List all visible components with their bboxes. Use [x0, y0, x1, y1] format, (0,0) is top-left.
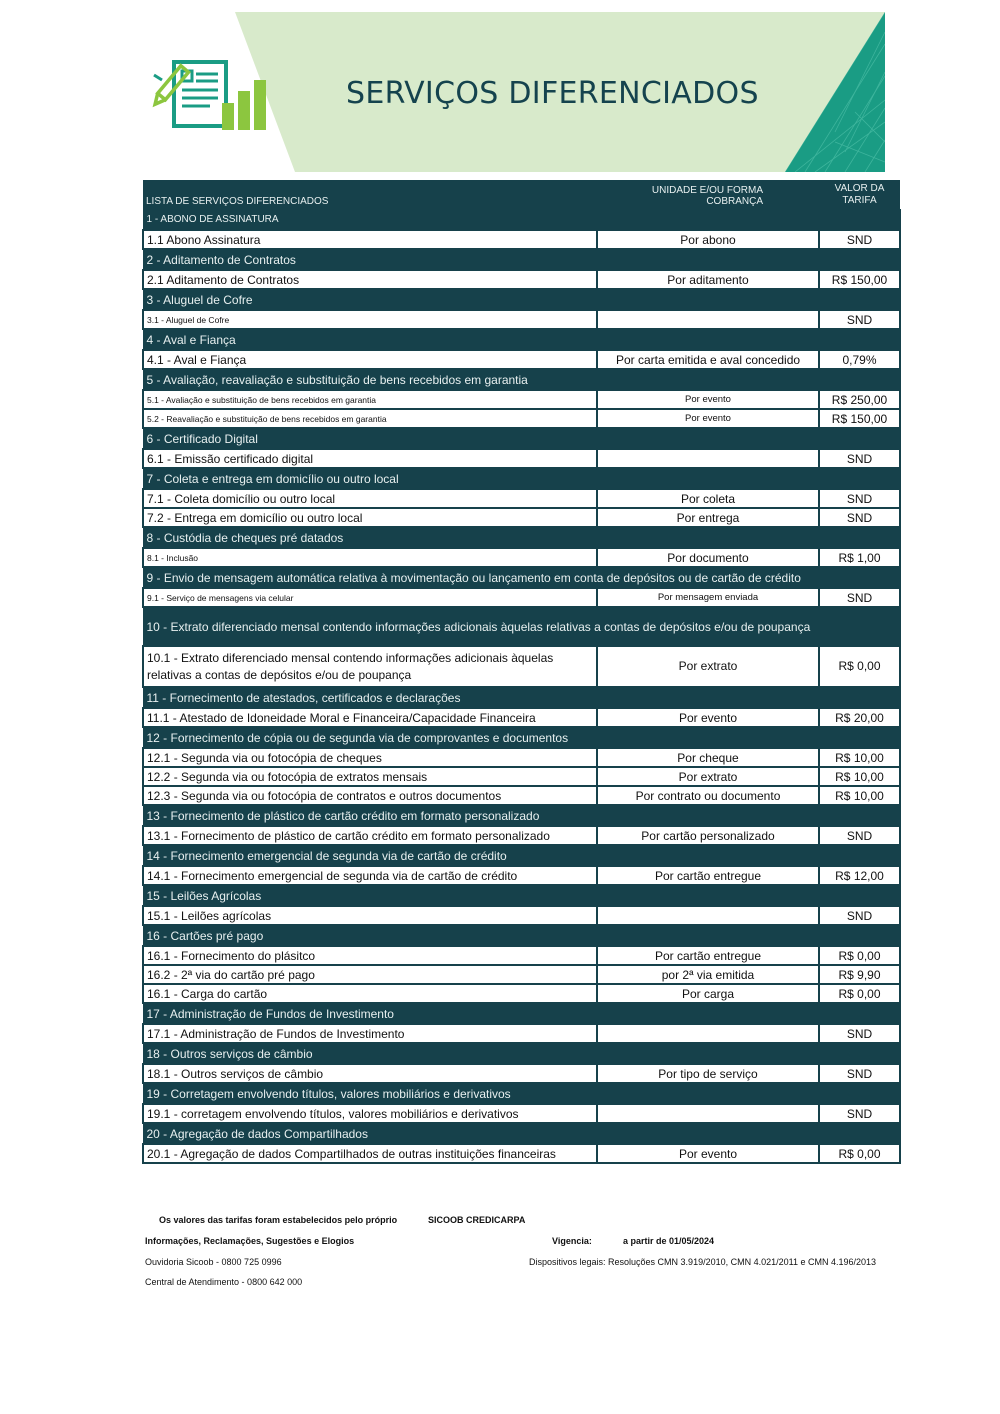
service-row — [143, 350, 900, 369]
page-title: SERVIÇOS DIFERENCIADOS — [346, 76, 759, 111]
section-label: 7 - Coleta e entrega em domicílio ou outro local — [143, 468, 900, 489]
service-unit: Por cartão entregue — [597, 866, 819, 885]
service-label: 11.1 - Atestado de Idoneidade Moral e Financeira/Capacidade Financeira — [143, 708, 597, 727]
service-row — [143, 906, 900, 925]
service-label: 3.1 - Aluguel de Cofre — [143, 310, 597, 329]
service-value: R$ 10,00 — [819, 748, 900, 767]
service-row — [143, 409, 900, 428]
section-row — [143, 527, 900, 548]
service-label: 20.1 - Agregação de dados Compartilhados de outras instituições financeiras — [143, 1144, 597, 1163]
section-row — [143, 567, 900, 588]
service-label: 1.1 Abono Assinatura — [143, 230, 597, 249]
service-value: R$ 10,00 — [819, 786, 900, 805]
service-row — [143, 1104, 900, 1123]
service-value: SND — [819, 826, 900, 845]
service-unit: Por entrega — [597, 508, 819, 527]
service-unit — [597, 906, 819, 925]
section-label: 18 - Outros serviços de câmbio — [143, 1043, 900, 1064]
service-value: SND — [819, 1024, 900, 1043]
service-value: R$ 0,00 — [819, 646, 900, 687]
section-label: 1 - ABONO DE ASSINATURA — [143, 210, 900, 231]
service-label: 10.1 - Extrato diferenciado mensal contendo informações adicionais àquelas relativas a contas de depósitos e/ou de poupança — [143, 646, 597, 687]
section-row — [143, 249, 900, 270]
section-label: 17 - Administração de Fundos de Investimento — [143, 1003, 900, 1024]
section-row — [143, 428, 900, 449]
section-label: 4 - Aval e Fiança — [143, 329, 900, 350]
service-row — [143, 230, 900, 249]
service-value: R$ 1,00 — [819, 548, 900, 567]
footer-info-title: Informações, Reclamações, Sugestões e Elogios — [145, 1236, 355, 1246]
header-value-line1: VALOR DA — [834, 183, 885, 194]
service-row — [143, 1144, 900, 1163]
service-label: 5.1 - Avaliação e substituição de bens recebidos em garantia — [143, 390, 597, 409]
service-value: R$ 250,00 — [819, 390, 900, 409]
section-row — [143, 1123, 900, 1144]
service-value: SND — [819, 449, 900, 468]
section-label: 3 - Aluguel de Cofre — [143, 289, 900, 310]
footer-ouvidoria: Ouvidoria Sicoob - 0800 725 0996 — [145, 1257, 282, 1267]
section-label: 6 - Certificado Digital — [143, 428, 900, 449]
section-label: 9 - Envio de mensagem automática relativa à movimentação ou lançamento em conta de depósitos ou de cartão de crédito — [143, 567, 900, 588]
service-unit: Por coleta — [597, 489, 819, 508]
section-row — [143, 1083, 900, 1104]
section-label: 10 - Extrato diferenciado mensal contendo informações adicionais àquelas relativas a contas de depósitos e/ou de poupança — [143, 607, 900, 646]
service-label: 19.1 - corretagem envolvendo títulos, valores mobiliários e derivativos — [143, 1104, 597, 1123]
service-label: 2.1 Aditamento de Contratos — [143, 270, 597, 289]
service-value: R$ 0,00 — [819, 1144, 900, 1163]
service-unit: Por carta emitida e aval concedido — [597, 350, 819, 369]
service-label: 8.1 - Inclusão — [143, 548, 597, 567]
service-row — [143, 646, 900, 687]
section-row — [143, 369, 900, 390]
section-row — [143, 727, 900, 748]
service-value: R$ 10,00 — [819, 767, 900, 786]
section-label: 16 - Cartões pré pago — [143, 925, 900, 946]
service-unit: Por abono — [597, 230, 819, 249]
service-row — [143, 965, 900, 984]
section-label: 5 - Avaliação, reavaliação e substituição de bens recebidos em garantia — [143, 369, 900, 390]
service-row — [143, 767, 900, 786]
section-row — [143, 607, 900, 646]
service-unit: Por extrato — [597, 646, 819, 687]
table-body — [143, 210, 900, 1164]
service-row — [143, 748, 900, 767]
service-unit — [597, 1024, 819, 1043]
footer-note: Os valores das tarifas foram estabelecidos pelo próprio — [159, 1215, 398, 1225]
section-label: 12 - Fornecimento de cópia ou de segunda via de comprovantes e documentos — [143, 727, 900, 748]
service-label: 16.2 - 2ª via do cartão pré pago — [143, 965, 597, 984]
service-label: 7.1 - Coleta domicílio ou outro local — [143, 489, 597, 508]
service-unit: Por evento — [597, 1144, 819, 1163]
service-value: SND — [819, 906, 900, 925]
section-label: 20 - Agregação de dados Compartilhados — [143, 1123, 900, 1144]
service-unit: Por aditamento — [597, 270, 819, 289]
service-value: SND — [819, 588, 900, 607]
section-label: 8 - Custódia de cheques pré datados — [143, 527, 900, 548]
section-row — [143, 805, 900, 826]
service-label: 16.1 - Fornecimento do plásitco — [143, 946, 597, 965]
service-unit: Por tipo de serviço — [597, 1064, 819, 1083]
service-label: 17.1 - Administração de Fundos de Investimento — [143, 1024, 597, 1043]
header-value — [819, 180, 900, 210]
footer-central: Central de Atendimento - 0800 642 000 — [145, 1277, 303, 1287]
service-label: 16.1 - Carga do cartão — [143, 984, 597, 1003]
service-value: SND — [819, 508, 900, 527]
service-row — [143, 826, 900, 845]
section-row — [143, 925, 900, 946]
service-row — [143, 310, 900, 329]
service-unit: Por documento — [597, 548, 819, 567]
service-unit — [597, 310, 819, 329]
service-row — [143, 1064, 900, 1083]
service-row — [143, 489, 900, 508]
service-value: SND — [819, 1104, 900, 1123]
header-unit: UNIDADE E/OU FORMA COBRANÇA — [597, 180, 819, 210]
section-label: 19 - Corretagem envolvendo títulos, valores mobiliários e derivativos — [143, 1083, 900, 1104]
service-value: R$ 0,00 — [819, 984, 900, 1003]
service-unit — [597, 449, 819, 468]
section-label: 15 - Leilões Agrícolas — [143, 885, 900, 906]
footer-vigencia-value: a partir de 01/05/2024 — [623, 1236, 715, 1246]
section-row — [143, 468, 900, 489]
service-row — [143, 548, 900, 567]
footer-vigencia-label: Vigencia: — [552, 1236, 592, 1246]
section-label: 2 - Aditamento de Contratos — [143, 249, 900, 270]
section-row — [143, 845, 900, 866]
service-row — [143, 588, 900, 607]
service-row — [143, 1024, 900, 1043]
service-label: 5.2 - Reavaliação e substituição de bens recebidos em garantia — [143, 409, 597, 428]
service-row — [143, 984, 900, 1003]
service-row — [143, 708, 900, 727]
document-chart-icon — [150, 58, 270, 133]
service-value: R$ 0,00 — [819, 946, 900, 965]
header-value-line2: TARIFA — [842, 195, 877, 206]
service-value: R$ 150,00 — [819, 270, 900, 289]
header-services: LISTA DE SERVIÇOS DIFERENCIADOS — [143, 180, 597, 210]
footer-legal: Dispositivos legais: Resoluções CMN 3.919/2010, CMN 4.021/2011 e CMN 4.196/2013 — [529, 1257, 877, 1267]
section-row — [143, 687, 900, 708]
service-value: SND — [819, 310, 900, 329]
service-unit: Por evento — [597, 390, 819, 409]
section-label: 14 - Fornecimento emergencial de segunda via de cartão de crédito — [143, 845, 900, 866]
service-unit: Por contrato ou documento — [597, 786, 819, 805]
service-value: R$ 9,90 — [819, 965, 900, 984]
service-value: R$ 20,00 — [819, 708, 900, 727]
service-row — [143, 508, 900, 527]
service-label: 15.1 - Leilões agrícolas — [143, 906, 597, 925]
service-unit: Por extrato — [597, 767, 819, 786]
service-label: 9.1 - Serviço de mensagens via celular — [143, 588, 597, 607]
service-row — [143, 866, 900, 885]
service-unit: Por cartão personalizado — [597, 826, 819, 845]
service-row — [143, 270, 900, 289]
service-unit: Por carga — [597, 984, 819, 1003]
service-unit: por 2ª via emitida — [597, 965, 819, 984]
service-value: SND — [819, 230, 900, 249]
service-value: R$ 12,00 — [819, 866, 900, 885]
section-row — [143, 289, 900, 310]
service-row — [143, 946, 900, 965]
section-row — [143, 1043, 900, 1064]
service-row — [143, 786, 900, 805]
service-label: 12.1 - Segunda via ou fotocópia de cheques — [143, 748, 597, 767]
section-label: 13 - Fornecimento de plástico de cartão crédito em formato personalizado — [143, 805, 900, 826]
footer-institution: SICOOB CREDICARPA — [428, 1215, 526, 1225]
service-row — [143, 449, 900, 468]
service-label: 12.2 - Segunda via ou fotocópia de extratos mensais — [143, 767, 597, 786]
service-value: SND — [819, 489, 900, 508]
service-unit — [597, 1104, 819, 1123]
service-label: 18.1 - Outros serviços de câmbio — [143, 1064, 597, 1083]
service-value: R$ 150,00 — [819, 409, 900, 428]
service-value: SND — [819, 1064, 900, 1083]
table-header-row — [143, 180, 900, 210]
service-unit: Por cartão entregue — [597, 946, 819, 965]
section-row — [143, 1003, 900, 1024]
service-row — [143, 390, 900, 409]
section-row — [143, 885, 900, 906]
section-row — [143, 210, 900, 231]
service-label: 14.1 - Fornecimento emergencial de segunda via de cartão de crédito — [143, 866, 597, 885]
service-label: 12.3 - Segunda via ou fotocópia de contratos e outros documentos — [143, 786, 597, 805]
section-row — [143, 329, 900, 350]
service-label: 7.2 - Entrega em domicílio ou outro local — [143, 508, 597, 527]
service-unit: Por evento — [597, 708, 819, 727]
service-unit: Por mensagem enviada — [597, 588, 819, 607]
service-label: 6.1 - Emissão certificado digital — [143, 449, 597, 468]
service-unit: Por evento — [597, 409, 819, 428]
service-unit: Por cheque — [597, 748, 819, 767]
service-label: 4.1 - Aval e Fiança — [143, 350, 597, 369]
service-label: 13.1 - Fornecimento de plástico de cartão crédito em formato personalizado — [143, 826, 597, 845]
service-value: 0,79% — [819, 350, 900, 369]
services-table — [142, 180, 901, 1164]
section-label: 11 - Fornecimento de atestados, certificados e declarações — [143, 687, 900, 708]
